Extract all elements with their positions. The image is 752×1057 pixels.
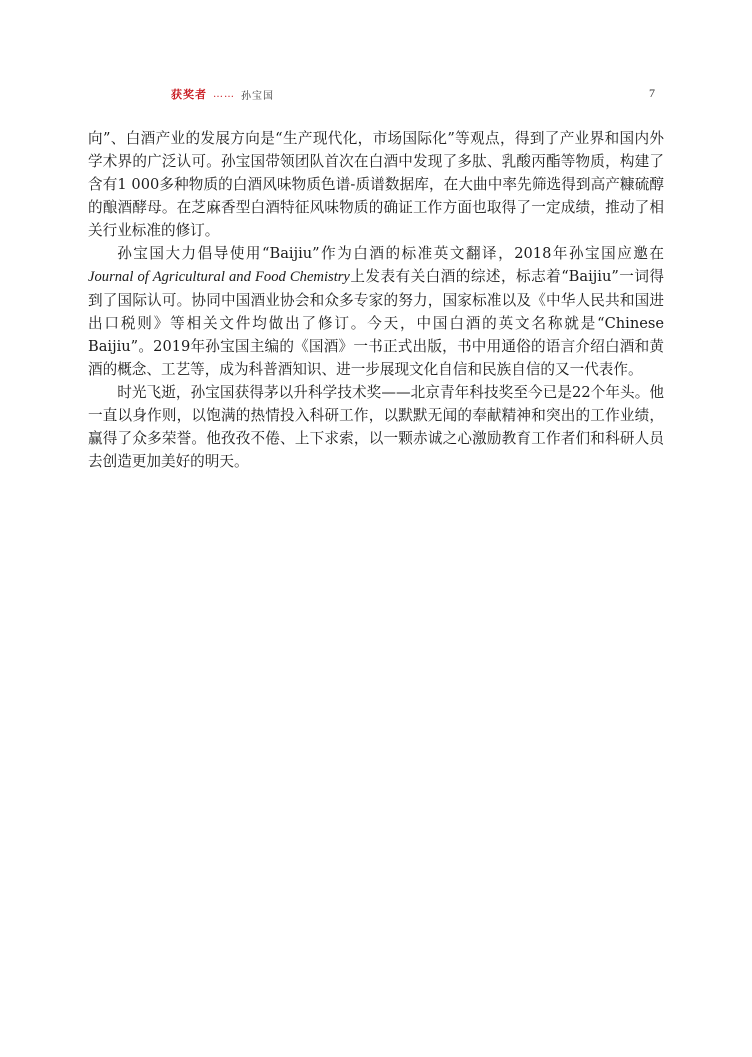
header-section-title: 获奖者 bbox=[171, 88, 207, 101]
running-header bbox=[171, 84, 274, 104]
paragraph-3: 时光飞逝，孙宝国获得茅以升科学技术奖——北京青年科技奖至今已是22个年头。他一直以身作则，以饱满的热情投入科研工作，以默默无闻的奉献精神和突出的工作业绩，赢得了众多荣誉。他孜孜不倦、上下求索，以一颗赤诚之心激励教育工作者们和科研人员去创造更加美好的明天。 bbox=[88, 384, 664, 470]
paragraph-2-part-2: 上发表有关白酒的综述，标志着“Baijiu”一词得到了国际认可。协同中国酒业协会和众多专家的努力，国家标准以及《中华人民共和国进出口税则》等相关文件均做出了修订。今天，中国白酒的英文名称就是“Chinese Baijiu”。2019年孙宝国主编的《国酒》一书正式出版，书中用通俗的语言介绍白酒和黄酒的概念、工艺等，成为科普酒知识、进一步展现文化自信和民族自信的又一代表作。 bbox=[88, 268, 664, 378]
page-number: 7 bbox=[649, 86, 655, 100]
paragraph-2 bbox=[88, 242, 664, 381]
paragraph-2-part-1: 孙宝国大力倡导使用“Baijiu”作为白酒的标准英文翻译，2018年孙宝国应邀在 bbox=[117, 245, 664, 262]
header-dots: …… bbox=[213, 88, 235, 100]
journal-title: Journal of Agricultural and Food Chemistry bbox=[88, 269, 350, 285]
paragraph-1: 向”、白酒产业的发展方向是“生产现代化，市场国际化”等观点，得到了产业界和国内外学术界的广泛认可。孙宝国带领团队首次在白酒中发现了多肽、乳酸丙酯等物质，构建了含有1 000多种物质的白酒风味物质色谱-质谱数据库，在大曲中率先筛选得到高产糠硫醇的酿酒酵母。在芝麻香型白酒特征风味物质的确证工作方面也取得了一定成绩，推动了相关行业标准的修订。 bbox=[88, 130, 664, 239]
header-person-name: 孙宝国 bbox=[241, 90, 274, 102]
article-body bbox=[88, 127, 664, 473]
